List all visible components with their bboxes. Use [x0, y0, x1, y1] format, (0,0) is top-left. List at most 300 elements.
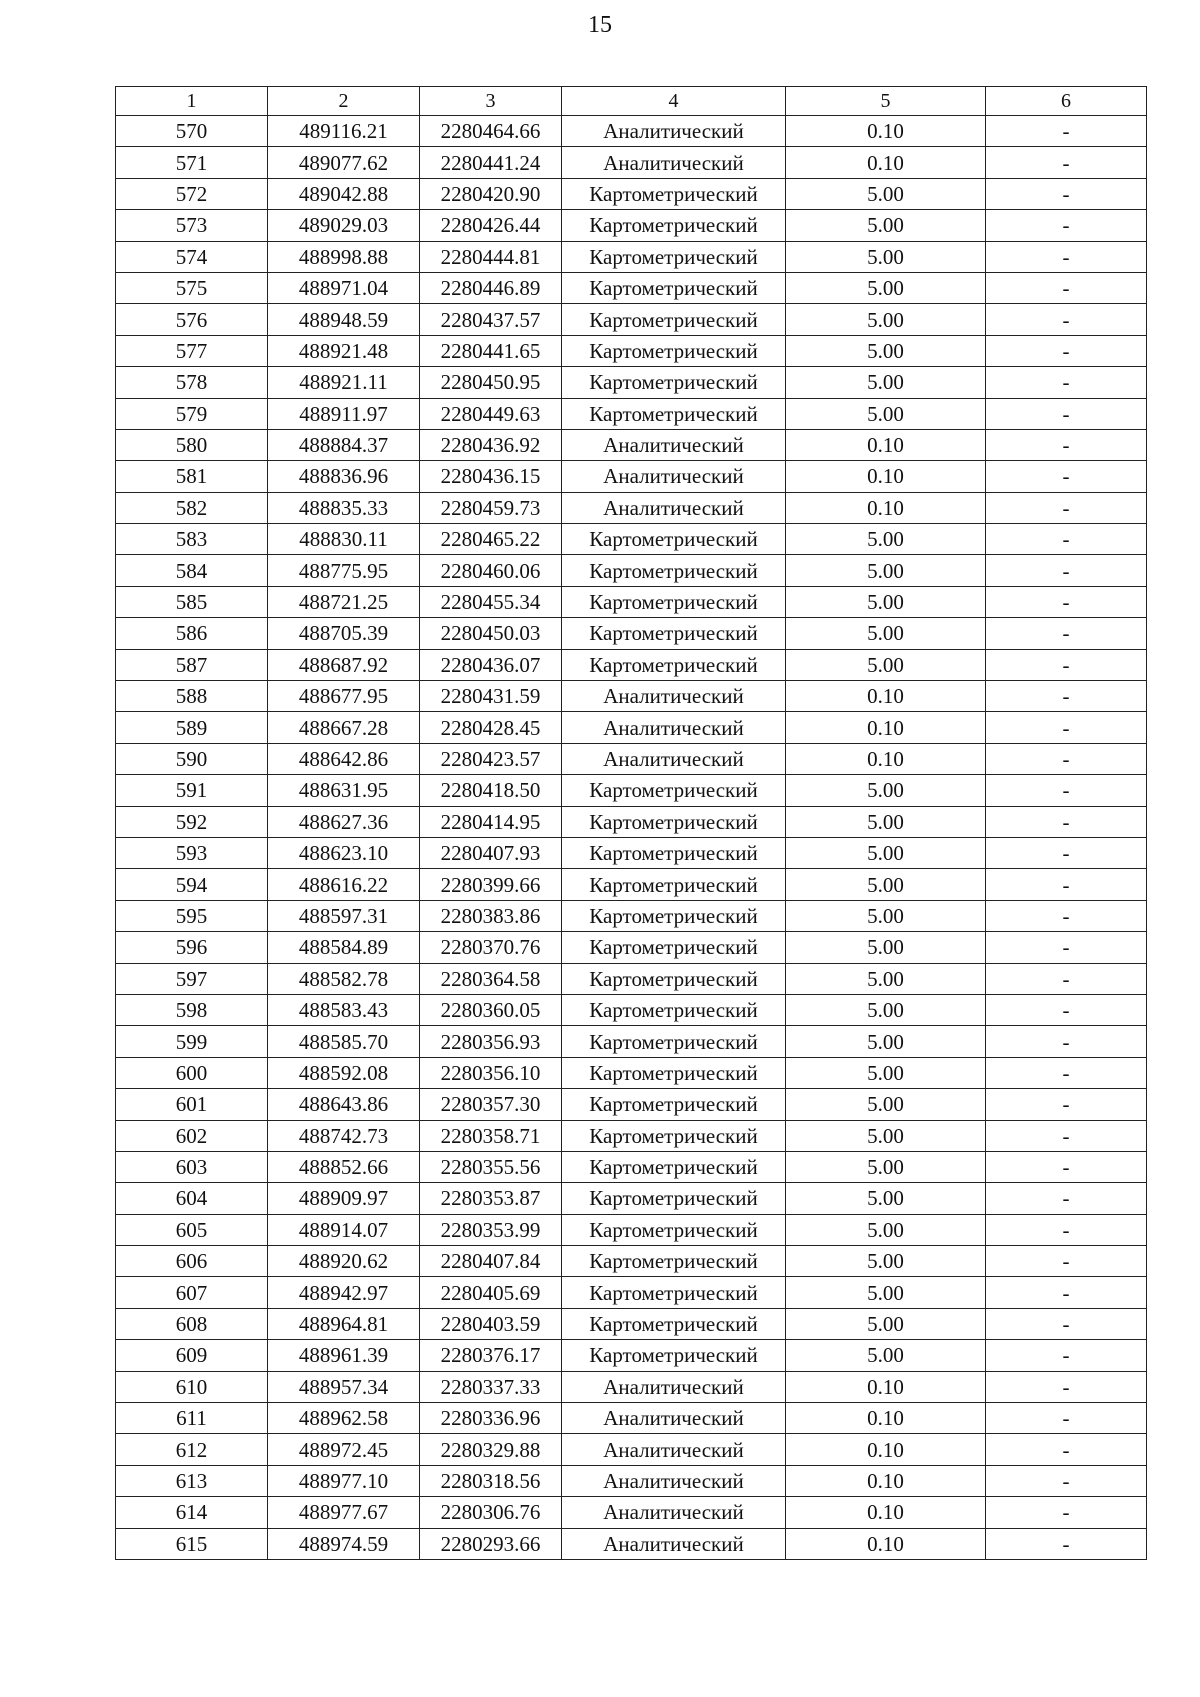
accuracy-cell: 0.10	[786, 492, 986, 523]
note-cell: -	[986, 1120, 1147, 1151]
method-cell: Картометрический	[562, 649, 786, 680]
x-coordinate-cell: 488616.22	[268, 869, 420, 900]
table-row	[116, 1434, 1147, 1465]
y-coordinate-cell: 2280407.93	[420, 837, 562, 868]
table-row	[116, 1214, 1147, 1245]
x-coordinate-cell: 488964.81	[268, 1308, 420, 1339]
table-row	[116, 1528, 1147, 1559]
table-row	[116, 272, 1147, 303]
note-cell: -	[986, 649, 1147, 680]
x-coordinate-cell: 488775.95	[268, 555, 420, 586]
note-cell: -	[986, 900, 1147, 931]
note-cell: -	[986, 994, 1147, 1025]
method-cell: Картометрический	[562, 806, 786, 837]
table-header	[116, 87, 1147, 116]
table-row	[116, 1151, 1147, 1182]
y-coordinate-cell: 2280353.87	[420, 1183, 562, 1214]
point-number-cell: 576	[116, 304, 268, 335]
point-number-cell: 579	[116, 398, 268, 429]
accuracy-cell: 0.10	[786, 1465, 986, 1496]
table-row	[116, 1497, 1147, 1528]
note-cell: -	[986, 1340, 1147, 1371]
method-cell: Аналитический	[562, 1403, 786, 1434]
table-row	[116, 806, 1147, 837]
y-coordinate-cell: 2280441.65	[420, 335, 562, 366]
method-cell: Аналитический	[562, 429, 786, 460]
y-coordinate-cell: 2280329.88	[420, 1434, 562, 1465]
accuracy-cell: 5.00	[786, 1214, 986, 1245]
accuracy-cell: 0.10	[786, 147, 986, 178]
table-row	[116, 837, 1147, 868]
point-number-cell: 611	[116, 1403, 268, 1434]
method-cell: Картометрический	[562, 963, 786, 994]
x-coordinate-cell: 488721.25	[268, 586, 420, 617]
point-number-cell: 595	[116, 900, 268, 931]
accuracy-cell: 5.00	[786, 649, 986, 680]
accuracy-cell: 5.00	[786, 932, 986, 963]
point-number-cell: 605	[116, 1214, 268, 1245]
note-cell: -	[986, 178, 1147, 209]
method-cell: Картометрический	[562, 837, 786, 868]
table-row	[116, 1277, 1147, 1308]
note-cell: -	[986, 1308, 1147, 1339]
accuracy-cell: 5.00	[786, 1026, 986, 1057]
method-cell: Картометрический	[562, 210, 786, 241]
method-cell: Картометрический	[562, 178, 786, 209]
method-cell: Картометрический	[562, 272, 786, 303]
accuracy-cell: 0.10	[786, 116, 986, 147]
table-row	[116, 1026, 1147, 1057]
x-coordinate-cell: 488830.11	[268, 524, 420, 555]
y-coordinate-cell: 2280293.66	[420, 1528, 562, 1559]
point-number-cell: 583	[116, 524, 268, 555]
y-coordinate-cell: 2280355.56	[420, 1151, 562, 1182]
method-cell: Аналитический	[562, 461, 786, 492]
table-row	[116, 555, 1147, 586]
table-row	[116, 1089, 1147, 1120]
y-coordinate-cell: 2280403.59	[420, 1308, 562, 1339]
point-number-cell: 597	[116, 963, 268, 994]
y-coordinate-cell: 2280423.57	[420, 743, 562, 774]
point-number-cell: 570	[116, 116, 268, 147]
table-row	[116, 398, 1147, 429]
x-coordinate-cell: 488584.89	[268, 932, 420, 963]
point-number-cell: 607	[116, 1277, 268, 1308]
table-row	[116, 994, 1147, 1025]
note-cell: -	[986, 712, 1147, 743]
method-cell: Аналитический	[562, 1528, 786, 1559]
point-number-cell: 598	[116, 994, 268, 1025]
accuracy-cell: 0.10	[786, 1528, 986, 1559]
table-row	[116, 963, 1147, 994]
accuracy-cell: 5.00	[786, 1151, 986, 1182]
y-coordinate-cell: 2280420.90	[420, 178, 562, 209]
accuracy-cell: 5.00	[786, 1340, 986, 1371]
y-coordinate-cell: 2280358.71	[420, 1120, 562, 1151]
note-cell: -	[986, 1026, 1147, 1057]
x-coordinate-cell: 489116.21	[268, 116, 420, 147]
table-row	[116, 681, 1147, 712]
accuracy-cell: 0.10	[786, 1434, 986, 1465]
method-cell: Аналитический	[562, 1371, 786, 1402]
column-header-4: 4	[562, 87, 786, 116]
note-cell: -	[986, 681, 1147, 712]
y-coordinate-cell: 2280357.30	[420, 1089, 562, 1120]
note-cell: -	[986, 586, 1147, 617]
x-coordinate-cell: 488884.37	[268, 429, 420, 460]
note-cell: -	[986, 1183, 1147, 1214]
x-coordinate-cell: 488667.28	[268, 712, 420, 743]
x-coordinate-cell: 488687.92	[268, 649, 420, 680]
x-coordinate-cell: 488592.08	[268, 1057, 420, 1088]
table-row	[116, 1371, 1147, 1402]
x-coordinate-cell: 488643.86	[268, 1089, 420, 1120]
y-coordinate-cell: 2280436.15	[420, 461, 562, 492]
note-cell: -	[986, 210, 1147, 241]
table-row	[116, 429, 1147, 460]
table-row	[116, 649, 1147, 680]
table-row	[116, 869, 1147, 900]
note-cell: -	[986, 932, 1147, 963]
point-number-cell: 615	[116, 1528, 268, 1559]
point-number-cell: 589	[116, 712, 268, 743]
method-cell: Картометрический	[562, 1183, 786, 1214]
method-cell: Картометрический	[562, 900, 786, 931]
accuracy-cell: 5.00	[786, 210, 986, 241]
y-coordinate-cell: 2280446.89	[420, 272, 562, 303]
x-coordinate-cell: 488948.59	[268, 304, 420, 335]
y-coordinate-cell: 2280426.44	[420, 210, 562, 241]
x-coordinate-cell: 489029.03	[268, 210, 420, 241]
y-coordinate-cell: 2280431.59	[420, 681, 562, 712]
table-row	[116, 618, 1147, 649]
note-cell: -	[986, 147, 1147, 178]
method-cell: Картометрический	[562, 932, 786, 963]
method-cell: Картометрический	[562, 775, 786, 806]
table-row	[116, 461, 1147, 492]
x-coordinate-cell: 488705.39	[268, 618, 420, 649]
x-coordinate-cell: 489077.62	[268, 147, 420, 178]
y-coordinate-cell: 2280450.03	[420, 618, 562, 649]
method-cell: Аналитический	[562, 492, 786, 523]
accuracy-cell: 5.00	[786, 1277, 986, 1308]
note-cell: -	[986, 116, 1147, 147]
column-header-6: 6	[986, 87, 1147, 116]
x-coordinate-cell: 488597.31	[268, 900, 420, 931]
note-cell: -	[986, 304, 1147, 335]
accuracy-cell: 5.00	[786, 1183, 986, 1214]
accuracy-cell: 5.00	[786, 869, 986, 900]
x-coordinate-cell: 488852.66	[268, 1151, 420, 1182]
point-number-cell: 594	[116, 869, 268, 900]
accuracy-cell: 5.00	[786, 1308, 986, 1339]
note-cell: -	[986, 1465, 1147, 1496]
accuracy-cell: 5.00	[786, 241, 986, 272]
y-coordinate-cell: 2280337.33	[420, 1371, 562, 1402]
point-number-cell: 587	[116, 649, 268, 680]
accuracy-cell: 5.00	[786, 272, 986, 303]
coordinates-table	[115, 86, 1147, 1560]
x-coordinate-cell: 488627.36	[268, 806, 420, 837]
method-cell: Картометрический	[562, 618, 786, 649]
x-coordinate-cell: 488974.59	[268, 1528, 420, 1559]
point-number-cell: 578	[116, 367, 268, 398]
column-header-1: 1	[116, 87, 268, 116]
column-header-2: 2	[268, 87, 420, 116]
note-cell: -	[986, 1371, 1147, 1402]
x-coordinate-cell: 488957.34	[268, 1371, 420, 1402]
y-coordinate-cell: 2280450.95	[420, 367, 562, 398]
note-cell: -	[986, 461, 1147, 492]
x-coordinate-cell: 488962.58	[268, 1403, 420, 1434]
table-row	[116, 1340, 1147, 1371]
table-row	[116, 1183, 1147, 1214]
table-row	[116, 932, 1147, 963]
y-coordinate-cell: 2280449.63	[420, 398, 562, 429]
x-coordinate-cell: 488909.97	[268, 1183, 420, 1214]
point-number-cell: 588	[116, 681, 268, 712]
note-cell: -	[986, 492, 1147, 523]
accuracy-cell: 5.00	[786, 1246, 986, 1277]
x-coordinate-cell: 488961.39	[268, 1340, 420, 1371]
x-coordinate-cell: 489042.88	[268, 178, 420, 209]
point-number-cell: 608	[116, 1308, 268, 1339]
note-cell: -	[986, 1246, 1147, 1277]
method-cell: Картометрический	[562, 586, 786, 617]
note-cell: -	[986, 335, 1147, 366]
accuracy-cell: 5.00	[786, 837, 986, 868]
method-cell: Картометрический	[562, 555, 786, 586]
method-cell: Картометрический	[562, 994, 786, 1025]
point-number-cell: 613	[116, 1465, 268, 1496]
point-number-cell: 577	[116, 335, 268, 366]
table-row	[116, 524, 1147, 555]
point-number-cell: 593	[116, 837, 268, 868]
point-number-cell: 582	[116, 492, 268, 523]
x-coordinate-cell: 488977.67	[268, 1497, 420, 1528]
note-cell: -	[986, 398, 1147, 429]
accuracy-cell: 5.00	[786, 775, 986, 806]
x-coordinate-cell: 488677.95	[268, 681, 420, 712]
accuracy-cell: 5.00	[786, 1057, 986, 1088]
accuracy-cell: 5.00	[786, 524, 986, 555]
table-row	[116, 586, 1147, 617]
x-coordinate-cell: 488921.48	[268, 335, 420, 366]
note-cell: -	[986, 1434, 1147, 1465]
y-coordinate-cell: 2280441.24	[420, 147, 562, 178]
point-number-cell: 572	[116, 178, 268, 209]
point-number-cell: 571	[116, 147, 268, 178]
header-row	[116, 87, 1147, 116]
y-coordinate-cell: 2280414.95	[420, 806, 562, 837]
x-coordinate-cell: 488583.43	[268, 994, 420, 1025]
note-cell: -	[986, 555, 1147, 586]
point-number-cell: 584	[116, 555, 268, 586]
note-cell: -	[986, 775, 1147, 806]
x-coordinate-cell: 488942.97	[268, 1277, 420, 1308]
x-coordinate-cell: 488585.70	[268, 1026, 420, 1057]
point-number-cell: 601	[116, 1089, 268, 1120]
y-coordinate-cell: 2280376.17	[420, 1340, 562, 1371]
table-row	[116, 116, 1147, 147]
method-cell: Картометрический	[562, 1057, 786, 1088]
point-number-cell: 586	[116, 618, 268, 649]
x-coordinate-cell: 488623.10	[268, 837, 420, 868]
y-coordinate-cell: 2280459.73	[420, 492, 562, 523]
y-coordinate-cell: 2280356.10	[420, 1057, 562, 1088]
point-number-cell: 606	[116, 1246, 268, 1277]
x-coordinate-cell: 488921.11	[268, 367, 420, 398]
table-row	[116, 1403, 1147, 1434]
table-row	[116, 492, 1147, 523]
point-number-cell: 575	[116, 272, 268, 303]
method-cell: Аналитический	[562, 681, 786, 712]
point-number-cell: 604	[116, 1183, 268, 1214]
point-number-cell: 600	[116, 1057, 268, 1088]
y-coordinate-cell: 2280370.76	[420, 932, 562, 963]
y-coordinate-cell: 2280428.45	[420, 712, 562, 743]
point-number-cell: 612	[116, 1434, 268, 1465]
accuracy-cell: 5.00	[786, 178, 986, 209]
method-cell: Аналитический	[562, 1434, 786, 1465]
note-cell: -	[986, 1151, 1147, 1182]
point-number-cell: 585	[116, 586, 268, 617]
note-cell: -	[986, 241, 1147, 272]
note-cell: -	[986, 1528, 1147, 1559]
y-coordinate-cell: 2280356.93	[420, 1026, 562, 1057]
point-number-cell: 591	[116, 775, 268, 806]
table-row	[116, 1308, 1147, 1339]
point-number-cell: 581	[116, 461, 268, 492]
table-row	[116, 743, 1147, 774]
y-coordinate-cell: 2280465.22	[420, 524, 562, 555]
accuracy-cell: 0.10	[786, 429, 986, 460]
y-coordinate-cell: 2280455.34	[420, 586, 562, 617]
y-coordinate-cell: 2280306.76	[420, 1497, 562, 1528]
accuracy-cell: 5.00	[786, 335, 986, 366]
note-cell: -	[986, 743, 1147, 774]
method-cell: Картометрический	[562, 1246, 786, 1277]
accuracy-cell: 5.00	[786, 555, 986, 586]
accuracy-cell: 5.00	[786, 994, 986, 1025]
method-cell: Аналитический	[562, 147, 786, 178]
y-coordinate-cell: 2280464.66	[420, 116, 562, 147]
table-row	[116, 241, 1147, 272]
x-coordinate-cell: 488836.96	[268, 461, 420, 492]
accuracy-cell: 5.00	[786, 586, 986, 617]
method-cell: Картометрический	[562, 1277, 786, 1308]
accuracy-cell: 0.10	[786, 681, 986, 712]
x-coordinate-cell: 488642.86	[268, 743, 420, 774]
x-coordinate-cell: 488911.97	[268, 398, 420, 429]
table-body	[116, 116, 1147, 1560]
y-coordinate-cell: 2280360.05	[420, 994, 562, 1025]
table-row	[116, 775, 1147, 806]
note-cell: -	[986, 1497, 1147, 1528]
table-row	[116, 367, 1147, 398]
y-coordinate-cell: 2280460.06	[420, 555, 562, 586]
x-coordinate-cell: 488742.73	[268, 1120, 420, 1151]
point-number-cell: 580	[116, 429, 268, 460]
y-coordinate-cell: 2280405.69	[420, 1277, 562, 1308]
accuracy-cell: 5.00	[786, 1089, 986, 1120]
point-number-cell: 599	[116, 1026, 268, 1057]
method-cell: Аналитический	[562, 712, 786, 743]
accuracy-cell: 0.10	[786, 743, 986, 774]
note-cell: -	[986, 963, 1147, 994]
accuracy-cell: 5.00	[786, 304, 986, 335]
x-coordinate-cell: 488971.04	[268, 272, 420, 303]
method-cell: Аналитический	[562, 1465, 786, 1496]
x-coordinate-cell: 488835.33	[268, 492, 420, 523]
table-row	[116, 900, 1147, 931]
table-row	[116, 1120, 1147, 1151]
table-row	[116, 178, 1147, 209]
method-cell: Картометрический	[562, 304, 786, 335]
method-cell: Картометрический	[562, 1340, 786, 1371]
y-coordinate-cell: 2280336.96	[420, 1403, 562, 1434]
note-cell: -	[986, 429, 1147, 460]
x-coordinate-cell: 488920.62	[268, 1246, 420, 1277]
accuracy-cell: 5.00	[786, 398, 986, 429]
table-row	[116, 335, 1147, 366]
point-number-cell: 602	[116, 1120, 268, 1151]
y-coordinate-cell: 2280436.07	[420, 649, 562, 680]
note-cell: -	[986, 272, 1147, 303]
y-coordinate-cell: 2280364.58	[420, 963, 562, 994]
method-cell: Аналитический	[562, 116, 786, 147]
point-number-cell: 596	[116, 932, 268, 963]
note-cell: -	[986, 618, 1147, 649]
note-cell: -	[986, 837, 1147, 868]
y-coordinate-cell: 2280383.86	[420, 900, 562, 931]
table-row	[116, 147, 1147, 178]
accuracy-cell: 0.10	[786, 712, 986, 743]
accuracy-cell: 0.10	[786, 1497, 986, 1528]
method-cell: Картометрический	[562, 1026, 786, 1057]
x-coordinate-cell: 488972.45	[268, 1434, 420, 1465]
method-cell: Картометрический	[562, 241, 786, 272]
note-cell: -	[986, 1214, 1147, 1245]
accuracy-cell: 5.00	[786, 806, 986, 837]
method-cell: Картометрический	[562, 1308, 786, 1339]
y-coordinate-cell: 2280353.99	[420, 1214, 562, 1245]
method-cell: Картометрический	[562, 1214, 786, 1245]
accuracy-cell: 0.10	[786, 1403, 986, 1434]
table-row	[116, 210, 1147, 241]
point-number-cell: 574	[116, 241, 268, 272]
method-cell: Аналитический	[562, 1497, 786, 1528]
note-cell: -	[986, 1057, 1147, 1088]
point-number-cell: 590	[116, 743, 268, 774]
x-coordinate-cell: 488914.07	[268, 1214, 420, 1245]
table-row	[116, 1465, 1147, 1496]
method-cell: Картометрический	[562, 1151, 786, 1182]
table-row	[116, 304, 1147, 335]
table-row	[116, 712, 1147, 743]
point-number-cell: 592	[116, 806, 268, 837]
table-row	[116, 1246, 1147, 1277]
note-cell: -	[986, 1403, 1147, 1434]
y-coordinate-cell: 2280407.84	[420, 1246, 562, 1277]
x-coordinate-cell: 488631.95	[268, 775, 420, 806]
accuracy-cell: 0.10	[786, 461, 986, 492]
method-cell: Аналитический	[562, 743, 786, 774]
method-cell: Картометрический	[562, 335, 786, 366]
column-header-3: 3	[420, 87, 562, 116]
method-cell: Картометрический	[562, 1120, 786, 1151]
method-cell: Картометрический	[562, 398, 786, 429]
